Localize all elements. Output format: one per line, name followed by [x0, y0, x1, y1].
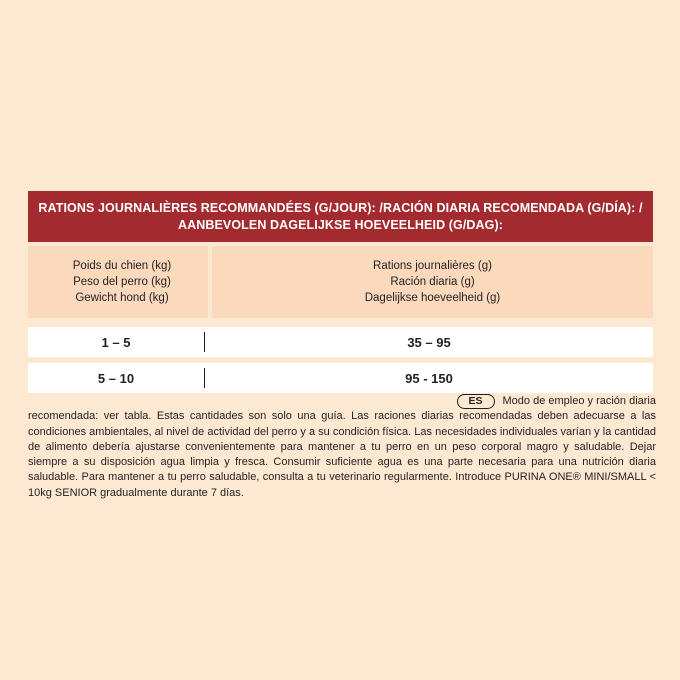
header-ration-es: Ración diaria (g) — [390, 276, 475, 288]
header-weight-nl: Gewicht hond (kg) — [75, 292, 169, 304]
header-weight-es: Peso del perro (kg) — [73, 276, 171, 288]
table-title-line2: AANBEVOLEN DAGELIJKSE HOEVEELHEID (G/DAG): — [177, 218, 504, 232]
instructions-body: recomendada: ver tabla. Estas cantidades son solo una guía. Las raciones diarias recomendadas deben adecuarse a las condiciones ambientales, al nivel de actividad del perro y a su condición física. Las necesidades individuales varían y la cantidad de alimento debería ajustarse convenientemente para mantener a tu perro en un peso corporal magro y saludable. Dejar siempre a su disposición agua limpia y fresca. Consumir suficiente agua es una parte necesaria para una nutrición diaria saludable. Para mantener a tu perro saludable, consulta a tu veterinario regularmente. Introduce PURINA ONE® MINI/SMALL < 10kg SENIOR gradualmente durante 7 días. — [28, 410, 656, 499]
table-row — [28, 363, 653, 393]
header-daily-ration — [212, 246, 653, 318]
row-ration: 35 – 95 — [407, 334, 451, 350]
instructions-intro-line — [28, 394, 656, 409]
language-badge: ES — [457, 394, 495, 409]
row-weight: 5 – 10 — [97, 370, 135, 386]
header-weight-fr: Poids du chien (kg) — [72, 260, 172, 272]
table-title-line1: RATIONS JOURNALIÈRES RECOMMANDÉES (G/JOUR): /RACIÓN DIARIA RECOMENDADA (G/DÍA): / — [38, 201, 643, 215]
table-header-row — [28, 242, 653, 318]
feeding-table — [28, 191, 653, 393]
header-ration-nl: Dagelijkse hoeveelheid (g) — [364, 292, 501, 304]
header-ration-fr: Rations journalières (g) — [373, 260, 492, 272]
instructions-intro: Modo de empleo y ración diaria — [502, 395, 656, 407]
row-ration: 95 - 150 — [405, 370, 453, 386]
instructions-text — [28, 394, 656, 501]
header-dog-weight — [28, 246, 208, 318]
table-row — [28, 327, 653, 357]
row-weight: 1 – 5 — [101, 334, 131, 350]
table-title — [28, 191, 653, 242]
